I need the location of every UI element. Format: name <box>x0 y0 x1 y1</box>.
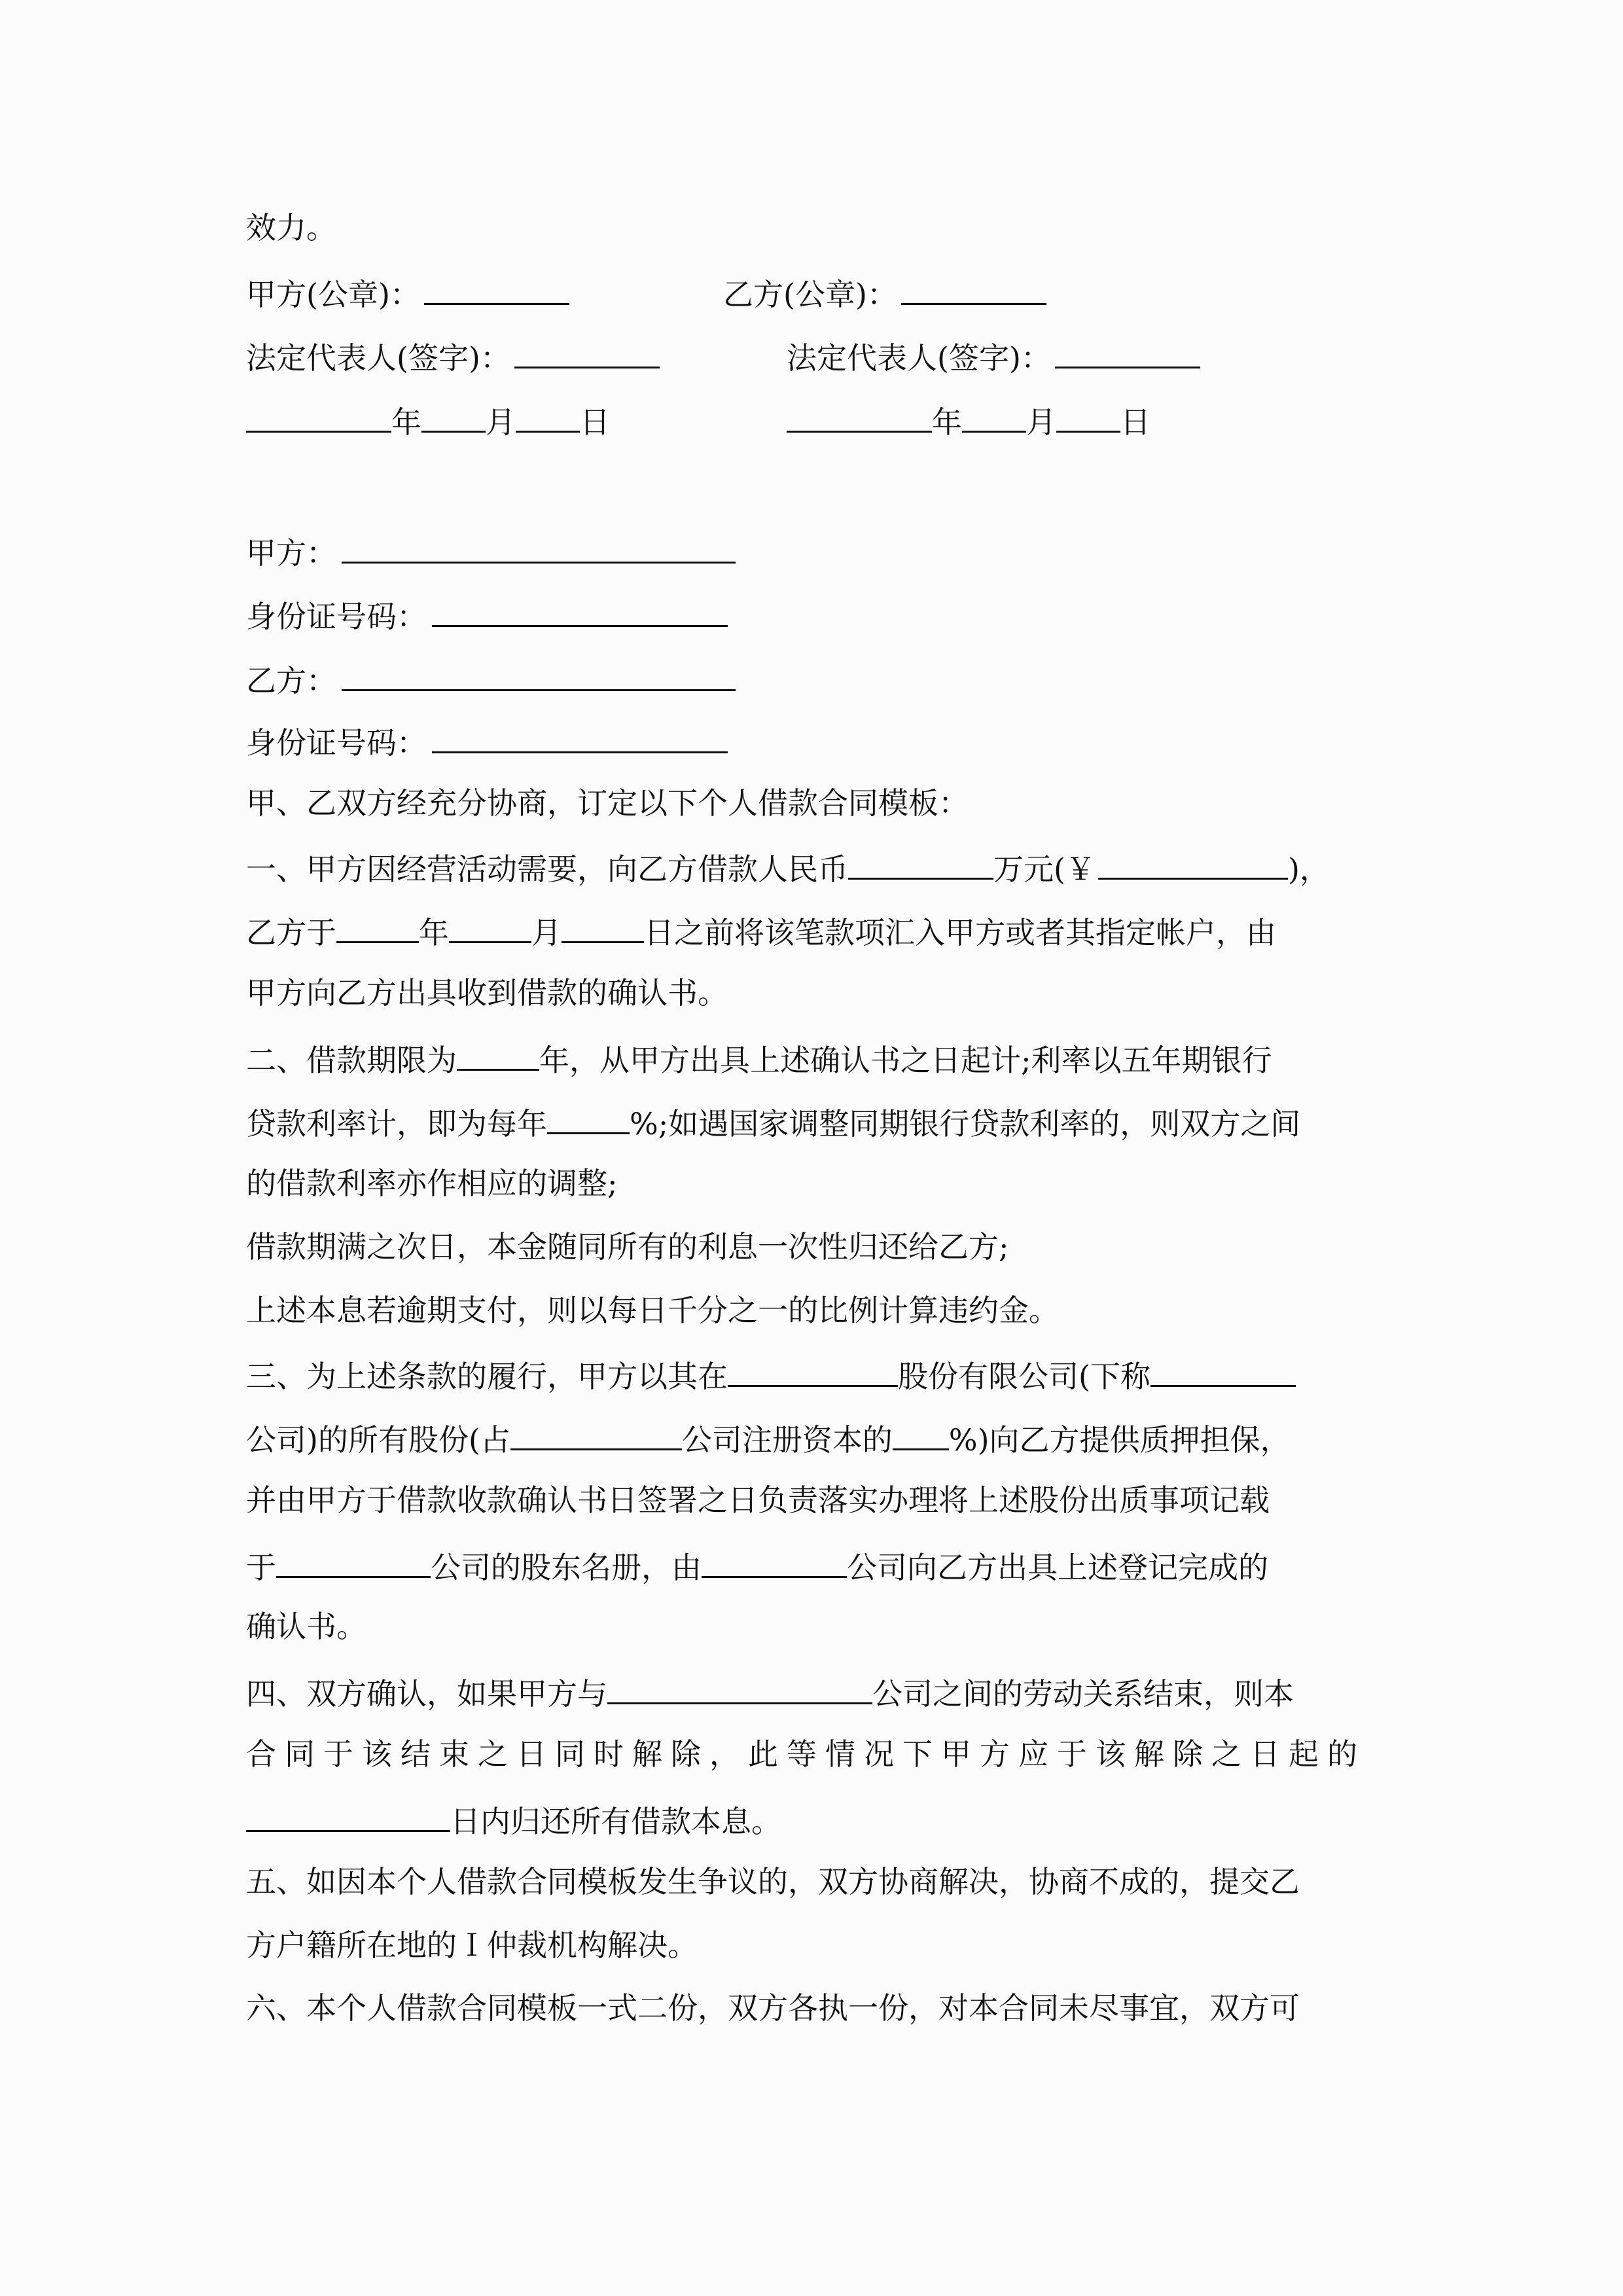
clause1-line2 <box>246 910 1276 949</box>
month-label-b: 月 <box>1026 404 1056 440</box>
clause3-line5 <box>246 1607 366 1646</box>
party-b-rep-label: 法定代表人(签字)： <box>787 340 1051 376</box>
share-company-blank[interactable] <box>510 1417 682 1450</box>
clause2-line4 <box>246 1227 1009 1266</box>
clause3-text-b: 股份有限公司(下称 <box>898 1359 1150 1394</box>
clause2-text-e: 的借款利率亦作相应的调整; <box>246 1166 618 1201</box>
party-b-id-blank[interactable] <box>432 720 728 753</box>
carryover-line: 效力。 <box>246 210 336 245</box>
party-b-blank[interactable] <box>342 658 736 691</box>
clause2-line5 <box>246 1291 1059 1330</box>
clause2-text-f: 借款期满之次日，本金随同所有的利息一次性归还给乙方; <box>246 1229 1009 1265</box>
clause5-text-b: 方户籍所在地的Ｉ仲裁机构解决。 <box>246 1928 698 1963</box>
rep-row-b <box>787 335 1200 374</box>
clause1-text-a: 一、甲方因经营活动需要，向乙方借款人民币 <box>246 852 848 887</box>
issuing-company-blank[interactable] <box>702 1545 847 1578</box>
share-percent-blank[interactable] <box>893 1417 949 1450</box>
loan-amount-wan-blank[interactable] <box>848 846 993 880</box>
party-b-id-row <box>246 720 728 759</box>
clause2-text-d: %;如遇国家调整同期银行贷款利率的，则双方之间 <box>630 1106 1301 1141</box>
clause1-text-b: 万元(￥ <box>993 852 1096 887</box>
clause3-text-j: 确认书。 <box>246 1609 366 1644</box>
clause4-text-c: 合同于该结束之日同时解除，此等情况下甲方应于该解除之日起的 <box>246 1736 1366 1772</box>
clause2-line3 <box>246 1164 618 1203</box>
party-b-seal-blank[interactable] <box>901 272 1046 305</box>
party-a-rep-blank[interactable] <box>514 335 660 368</box>
year-blank-b[interactable] <box>787 399 932 433</box>
seal-row-b <box>723 272 1046 311</box>
company-short-name-blank[interactable] <box>1150 1354 1296 1387</box>
clause3-line3 <box>246 1480 1270 1520</box>
date-row-b <box>787 399 1150 439</box>
party-a-seal-label: 甲方(公章)： <box>246 277 420 312</box>
interest-rate-blank[interactable] <box>547 1101 630 1134</box>
clause3-text-e: %)向乙方提供质押担保， <box>948 1422 1291 1458</box>
party-a-id-label: 身份证号码： <box>246 599 427 634</box>
clause6-line1 <box>246 1988 1300 2028</box>
day-label-a: 日 <box>580 404 610 440</box>
intro-text: 甲、乙双方经充分协商，订定以下个人借款合同模板： <box>246 785 969 821</box>
clause2-line1 <box>246 1037 1272 1077</box>
party-b-id-label: 身份证号码： <box>246 725 427 761</box>
clause3-line2 <box>246 1417 1291 1456</box>
clause1-text-e: 日之前将该笔款项汇入甲方或者其指定帐户，由 <box>644 915 1276 950</box>
carryover-text <box>246 208 336 247</box>
clause1-month: 月 <box>531 915 562 950</box>
clause2-text-b: 年，从甲方出具上述确认书之日起计;利率以五年期银行 <box>539 1043 1272 1078</box>
company-name-blank[interactable] <box>728 1354 898 1387</box>
clause2-line2 <box>246 1101 1300 1140</box>
party-a-label: 甲方： <box>246 535 336 571</box>
clause1-text-d: 乙方于 <box>246 915 336 950</box>
loan-amount-yuan-blank[interactable] <box>1098 846 1288 880</box>
year-label-a: 年 <box>391 404 421 440</box>
clause3-line1 <box>246 1354 1296 1393</box>
clause4-text-b: 公司之间的劳动关系结束，则本 <box>872 1676 1294 1712</box>
party-b-seal-label: 乙方(公章)： <box>723 277 897 312</box>
clause1-line1 <box>246 846 1330 886</box>
clause1-year: 年 <box>419 915 449 950</box>
clause1-line3 <box>246 973 728 1013</box>
intro-line <box>246 783 969 823</box>
party-a-blank[interactable] <box>342 530 736 564</box>
repayment-days-blank[interactable] <box>246 1799 450 1832</box>
clause3-text-h: 公司的股东名册，由 <box>431 1550 702 1585</box>
clause3-line4 <box>246 1545 1268 1584</box>
clause5-line1 <box>246 1862 1300 1901</box>
month-label-a: 月 <box>486 404 516 440</box>
date-row-a <box>246 399 610 439</box>
transfer-year-blank[interactable] <box>336 910 419 943</box>
seal-row <box>246 272 569 311</box>
register-company-blank[interactable] <box>276 1545 431 1578</box>
clause3-text-c: 公司)的所有股份(占 <box>246 1422 510 1458</box>
clause3-text-d: 公司注册资本的 <box>681 1422 893 1458</box>
clause1-text-f: 甲方向乙方出具收到借款的确认书。 <box>246 975 728 1011</box>
clause2-text-a: 二、借款期限为 <box>246 1043 457 1078</box>
day-blank-b[interactable] <box>1056 399 1120 433</box>
employer-company-blank[interactable] <box>607 1671 872 1704</box>
party-b-row <box>246 658 736 697</box>
rep-row <box>246 335 660 374</box>
transfer-month-blank[interactable] <box>449 910 531 943</box>
clause3-text-i: 公司向乙方出具上述登记完成的 <box>847 1550 1268 1585</box>
month-blank-b[interactable] <box>962 399 1026 433</box>
clause5-line2 <box>246 1926 698 1965</box>
year-label-b: 年 <box>932 404 962 440</box>
day-blank-a[interactable] <box>516 399 580 433</box>
party-b-label: 乙方： <box>246 663 336 698</box>
clause3-text-f: 并由甲方于借款收款确认书日签署之日负责落实办理将上述股份出质事项记载 <box>246 1482 1270 1518</box>
party-b-rep-blank[interactable] <box>1055 335 1200 368</box>
party-a-seal-blank[interactable] <box>424 272 569 305</box>
clause4-line3 <box>246 1799 781 1838</box>
party-a-id-blank[interactable] <box>432 594 728 627</box>
clause3-text-g: 于 <box>246 1550 276 1585</box>
clause3-text-a: 三、为上述条款的履行，甲方以其在 <box>246 1359 728 1394</box>
clause2-text-c: 贷款利率计，即为每年 <box>246 1106 547 1141</box>
clause5-text-a: 五、如因本个人借款合同模板发生争议的，双方协商解决，协商不成的，提交乙 <box>246 1864 1300 1899</box>
clause1-text-c: )， <box>1287 852 1330 887</box>
party-a-id-row <box>246 594 728 633</box>
clause4-text-a: 四、双方确认，如果甲方与 <box>246 1676 607 1712</box>
clause4-line2 <box>246 1734 1366 1774</box>
party-a-row <box>246 530 736 569</box>
transfer-day-blank[interactable] <box>562 910 644 943</box>
loan-term-blank[interactable] <box>457 1037 539 1071</box>
month-blank-a[interactable] <box>421 399 486 433</box>
day-label-b: 日 <box>1120 404 1150 440</box>
clause2-text-g: 上述本息若逾期支付，则以每日千分之一的比例计算违约金。 <box>246 1293 1059 1328</box>
year-blank-a[interactable] <box>246 399 391 433</box>
clause4-text-d: 日内归还所有借款本息。 <box>450 1804 781 1839</box>
clause4-line1 <box>246 1671 1294 1710</box>
party-a-rep-label: 法定代表人(签字)： <box>246 340 510 376</box>
clause6-text-a: 六、本个人借款合同模板一式二份，双方各执一份，对本合同未尽事宜，双方可 <box>246 1990 1300 2026</box>
